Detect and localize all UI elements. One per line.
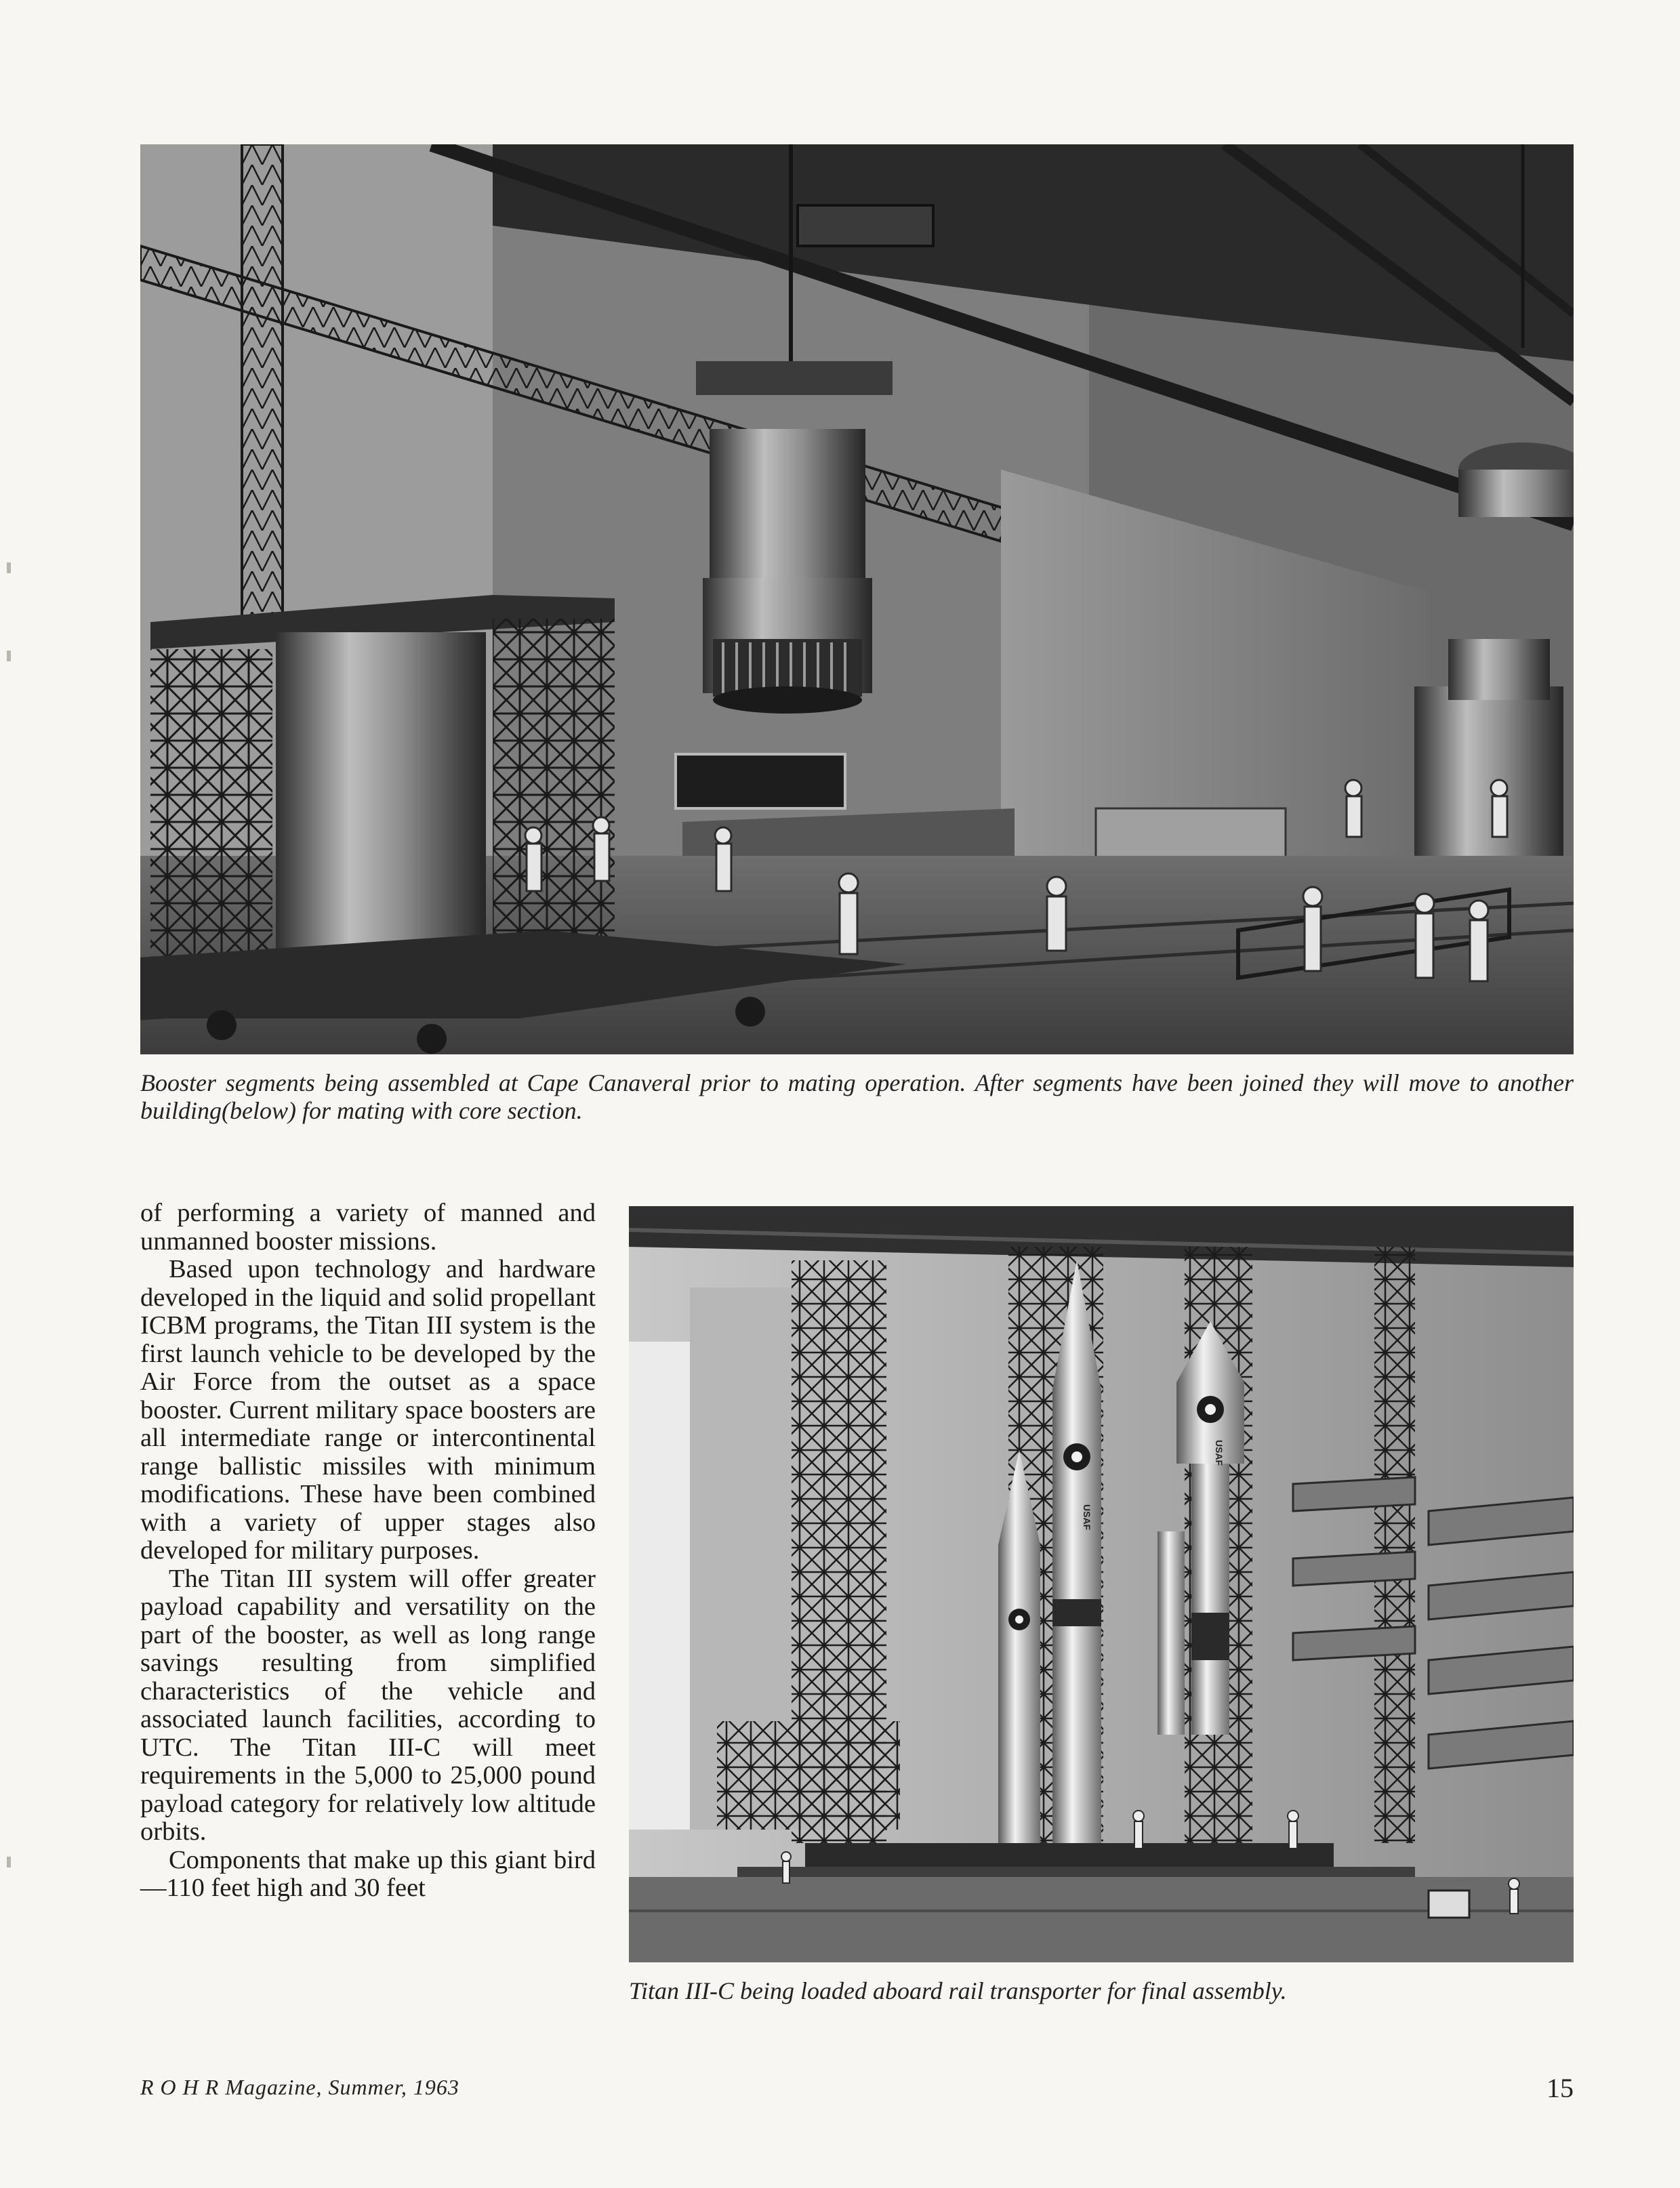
magazine-footer: R O H R Magazine, Summer, 1963: [140, 2075, 459, 2099]
page-number: 15: [1546, 2073, 1574, 2103]
titan-loading-drawing: [629, 1206, 1574, 1962]
binding-mark: [7, 1857, 11, 1867]
body-paragraph: Components that make up this giant bird—110 feet high and 30 feet: [140, 1845, 596, 1902]
body-paragraph: of performing a variety of manned and unmanned booster missions.: [140, 1199, 596, 1256]
bottom-figure-caption: Titan III-C being loaded aboard rail transporter for final assembly.: [629, 1977, 1287, 2004]
article-body-column: [140, 1199, 596, 1903]
top-figure-caption: Booster segments being assembled at Cape Canaveral prior to mating operation. After segments have been joined they will move to another building(below) for mating with core section.: [140, 1069, 1574, 1124]
rocket-marking-usaf: USAF: [1214, 1440, 1225, 1466]
booster-assembly-illustration: [140, 144, 1574, 1054]
titan-loading-illustration: [629, 1206, 1574, 1962]
booster-assembly-drawing: [140, 144, 1574, 1054]
binding-mark: [7, 562, 11, 573]
binding-mark: [7, 651, 11, 661]
body-paragraph: The Titan III system will offer greater payload capability and versatility on the part of the booster, as well as long range savings resulting from simplified characteristics of the vehicle and associated launch facilities, according to UTC. The Titan III-C will meet requirements in the 5,000 to 25,000 pound payload category for relatively low altitude orbits.: [140, 1564, 596, 1846]
body-paragraph: Based upon technology and hardware developed in the liquid and solid propellant ICBM programs, the Titan III system is the first launch vehicle to be developed by the Air Force from the outset as a space booster. Current military space boosters are all intermediate range or intercontinental range ballistic missiles with minimum modifications. These have been combined with a variety of upper stages also developed for military purposes.: [140, 1255, 596, 1565]
rocket-marking-usaf: USAF: [1082, 1504, 1092, 1531]
